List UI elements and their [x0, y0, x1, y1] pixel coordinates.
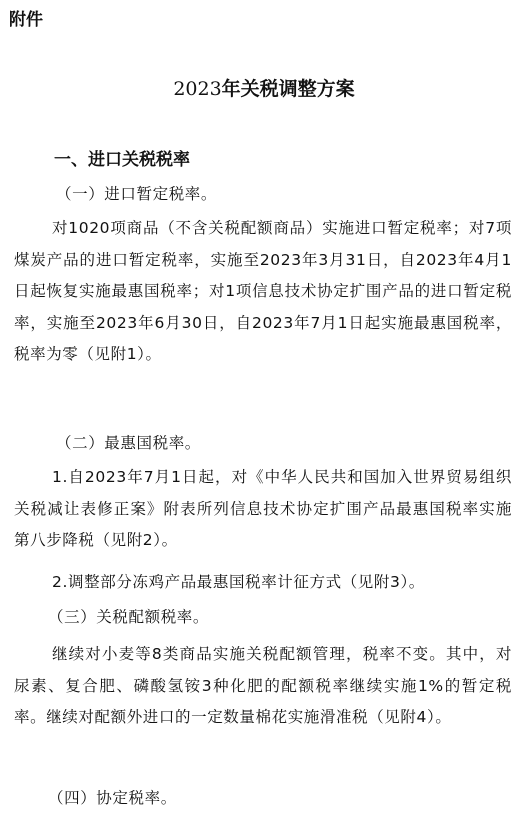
subsection-heading-quota-rate: （三）关税配额税率。	[48, 608, 210, 626]
subsection-heading-provisional-rate: （一）进口暂定税率。	[56, 185, 218, 203]
title-text: 年关税调整方案	[221, 78, 355, 100]
paragraph-provisional-rate: 对1020项商品（不含关税配额商品）实施进口暂定税率；对7项煤炭产品的进口暂定税率，实施至2023年3月31日，自2023年4月1日起恢复实施最惠国税率；对1项信息技术协定扩围产品的进口暂定税率，实施至2023年6月30日，自2023年7月1日起实施最惠国税率，税率为零（见附1）。	[14, 219, 512, 363]
subsection-heading-agreement-rate: （四）协定税率。	[48, 789, 177, 807]
attachment-label: 附件	[9, 10, 43, 30]
paragraph-mfn-step-reduction: 1.自2023年7月1日起，对《中华人民共和国加入世界贸易组织关税减让表修正案》附表所列信息技术协定扩围产品最惠国税率实施第八步降税（见附2）。	[14, 468, 512, 549]
paragraph-frozen-chicken: 2.调整部分冻鸡产品最惠国税率计征方式（见附3）。	[52, 573, 425, 591]
document-title	[0, 76, 528, 102]
subsection-heading-mfn-rate: （二）最惠国税率。	[56, 434, 201, 452]
title-year: 2023	[173, 78, 222, 100]
section-heading-import-tariff: 一、进口关税税率	[54, 150, 190, 170]
paragraph-quota-rate: 继续对小麦等8类商品实施关税配额管理，税率不变。其中，对尿素、复合肥、磷酸氢铵3种化肥的配额税率继续实施1%的暂定税率。继续对配额外进口的一定数量棉花实施滑准税（见附4）。	[14, 645, 512, 726]
